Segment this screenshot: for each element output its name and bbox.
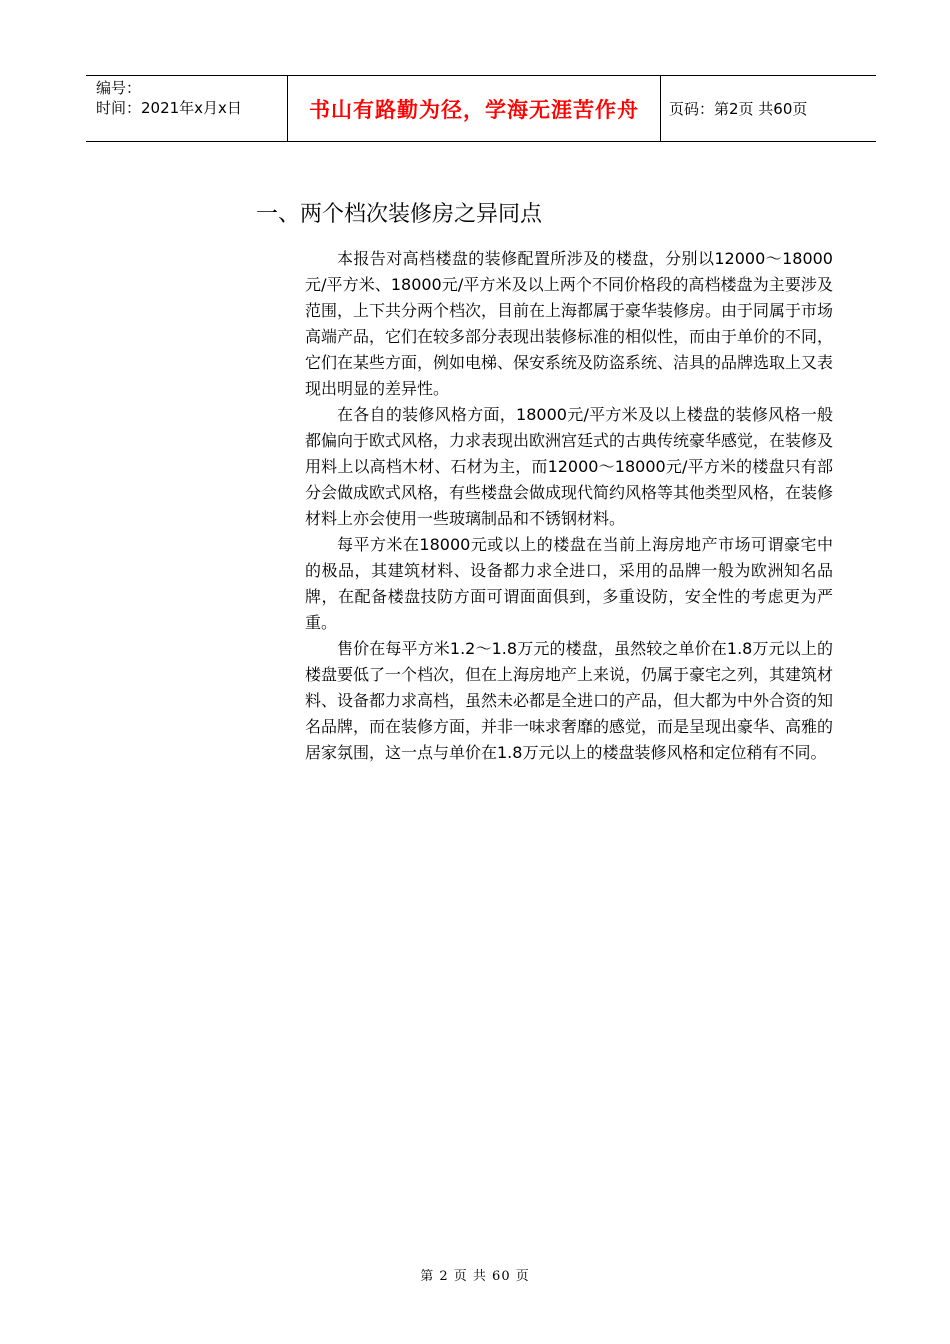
header-page-info: 页码：第2页 共60页 bbox=[669, 100, 808, 118]
paragraph-2: 在各自的装修风格方面，18000元/平方米及以上楼盘的装修风格一般都偏向于欧式风格，力求表现出欧洲宫廷式的古典传统豪华感觉，在装修及用料上以高档木材、石材为主，而12000～18000元/平方米的楼盘只有部分会做成欧式风格，有些楼盘会做成现代简约风格等其他类型风格，在装修材料上亦会使用一些玻璃制品和不锈钢材料。 bbox=[305, 405, 834, 528]
page-header bbox=[86, 75, 876, 142]
serial-number-label: 编号： bbox=[96, 79, 142, 97]
section-title: 一、两个档次装修房之异同点 bbox=[256, 202, 543, 227]
paragraph-3: 每平方米在18000元或以上的楼盘在当前上海房地产市场可谓豪宅中的极品，其建筑材料、设备都力求全进口，采用的品牌一般为欧洲知名品牌，在配备楼盘技防方面可谓面面俱到，多重设防，安全性的考虑更为严重。 bbox=[305, 535, 833, 632]
paragraph-1: 本报告对高档楼盘的装修配置所涉及的楼盘，分别以12000～18000元/平方米、18000元/平方米及以上两个不同价格段的高档楼盘为主要涉及范围，上下共分两个档次，目前在上海都属于豪华装修房。由于同属于市场高端产品，它们在较多部分表现出装修标准的相似性，而由于单价的不同，它们在某些方面，例如电梯、保安系统及防盗系统、洁具的品牌选取上又表现出明显的差异性。 bbox=[305, 249, 834, 398]
header-motto: 书山有路勤为径，学海无涯苦作舟 bbox=[288, 76, 661, 141]
page-footer: 第 2 页 共 60 页 bbox=[420, 1269, 530, 1284]
header-meta-cell bbox=[86, 76, 288, 141]
paragraph-4: 售价在每平方米1.2～1.8万元的楼盘，虽然较之单价在1.8万元以上的楼盘要低了一个档次，但在上海房地产上来说，仍属于豪宅之列，其建筑材料、设备都力求高档，虽然未必都是全进口的产品，但大都为中外合资的知名品牌，而在装修方面，并非一味求奢靡的感觉，而是呈现出豪华、高雅的居家氛围，这一点与单价在1.8万元以上的楼盘装修风格和定位稍有不同。 bbox=[305, 639, 834, 762]
time-label: 时间：2021年x月x日 bbox=[96, 99, 242, 117]
body-text bbox=[305, 246, 833, 766]
